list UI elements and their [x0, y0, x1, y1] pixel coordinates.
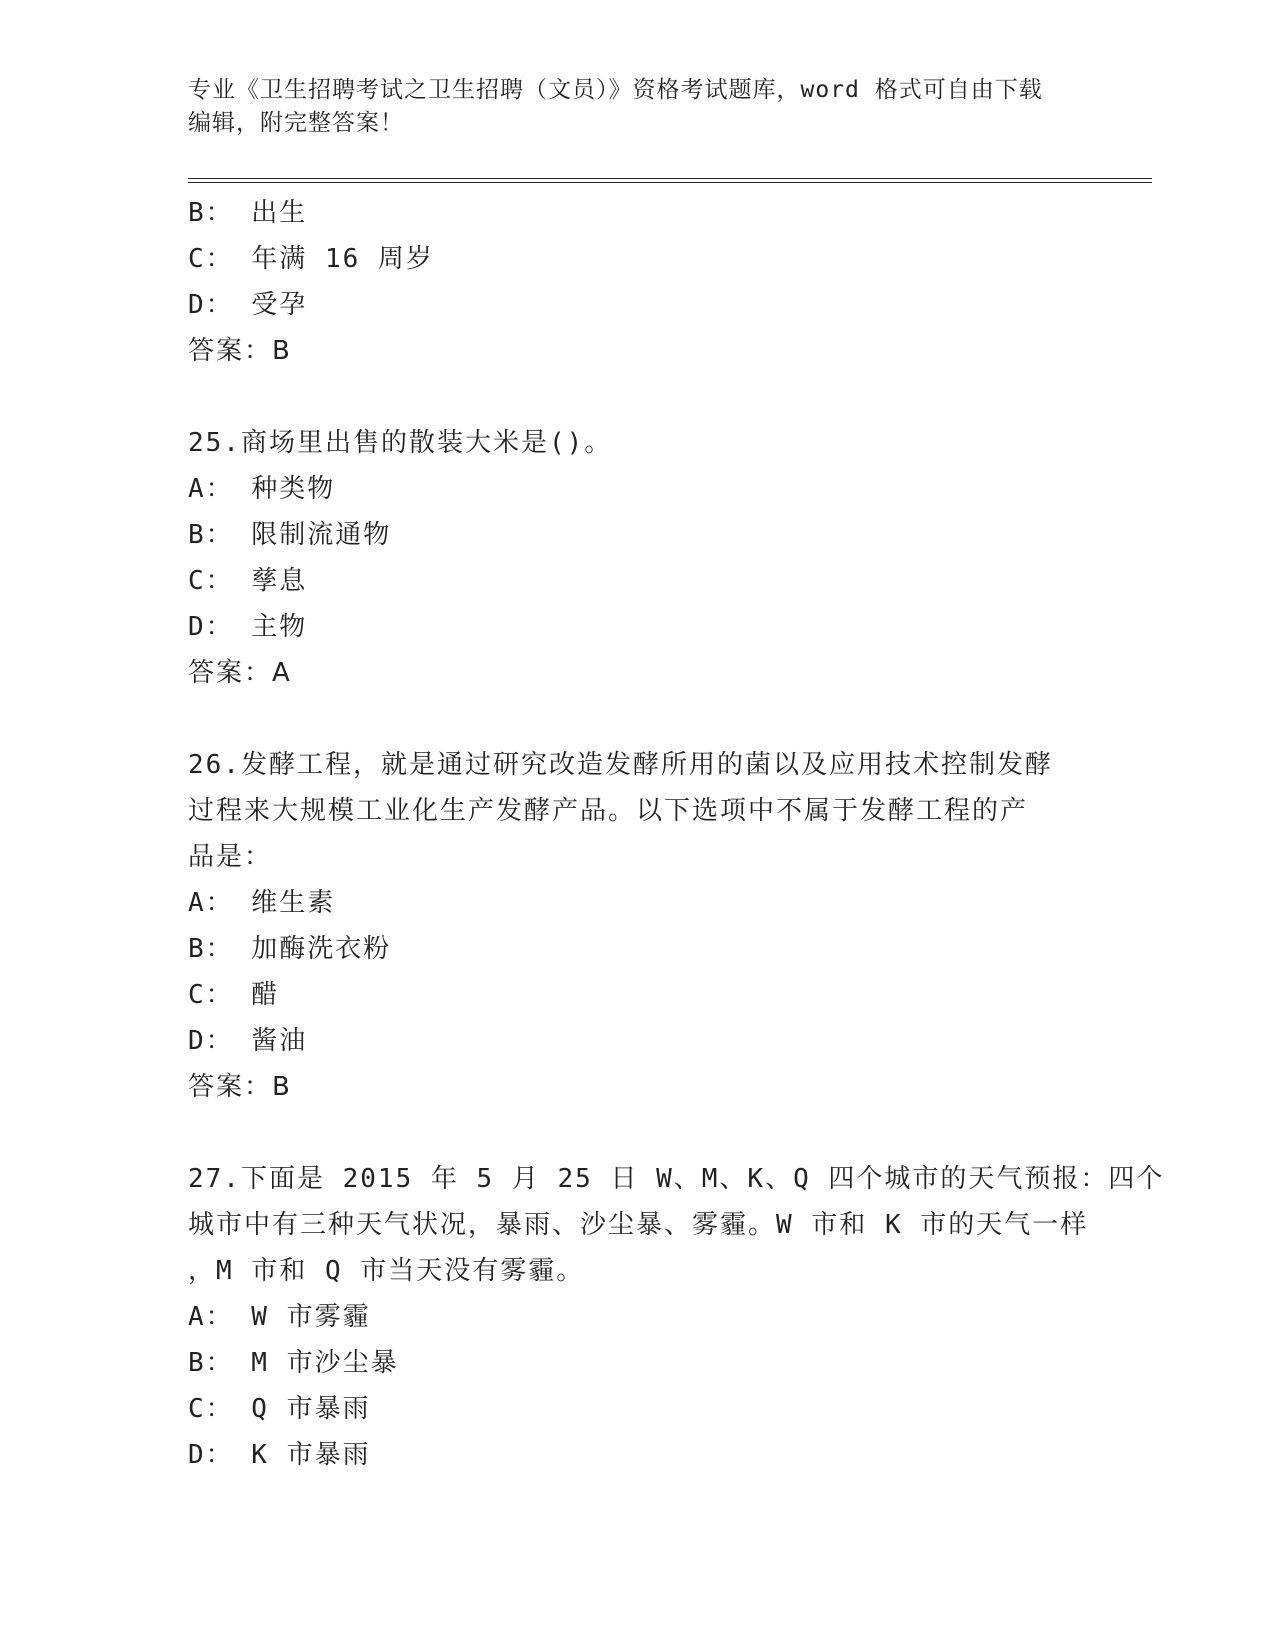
question-stem: 25.商场里出售的散装大米是()。	[188, 428, 613, 458]
question-list	[188, 190, 1165, 1478]
option-c: C： Q 市暴雨	[188, 1394, 371, 1424]
option-d: D： 受孕	[188, 290, 308, 320]
header-line-2: 编辑，附完整答案！	[188, 110, 404, 136]
answer-line: 答案：A	[188, 658, 292, 688]
question-stem-line-3: 品是：	[188, 842, 273, 872]
header-divider-bottom	[188, 182, 1152, 183]
question-25	[188, 420, 1088, 696]
option-b: B： 出生	[188, 198, 308, 228]
answer-line: 答案：B	[188, 1072, 292, 1102]
option-d: D： 主物	[188, 612, 308, 642]
question-stem-line-1: 27.下面是 2015 年 5 月 25 日 W、M、K、Q 四个城市的天气预报：四个	[188, 1164, 1165, 1194]
option-c: C： 年满 16 周岁	[188, 244, 434, 274]
option-b: B： 限制流通物	[188, 520, 392, 550]
document-header	[188, 74, 1068, 140]
option-c: C： 醋	[188, 980, 280, 1010]
option-c: C： 孳息	[188, 566, 308, 596]
option-b: B： 加酶洗衣粉	[188, 934, 392, 964]
question-24	[188, 190, 1088, 374]
spacer	[188, 1110, 1088, 1156]
option-a: A： 种类物	[188, 474, 336, 504]
question-stem-line-2: 城市中有三种天气状况，暴雨、沙尘暴、雾霾。W 市和 K 市的天气一样	[188, 1210, 1089, 1240]
question-27	[188, 1156, 1165, 1478]
option-a: A： W 市雾霾	[188, 1302, 371, 1332]
option-d: D： K 市暴雨	[188, 1440, 371, 1470]
option-d: D： 酱油	[188, 1026, 308, 1056]
question-stem-line-1: 26.发酵工程，就是通过研究改造发酵所用的菌以及应用技术控制发酵	[188, 750, 1053, 780]
answer-line: 答案：B	[188, 336, 292, 366]
question-stem-line-2: 过程来大规模工业化生产发酵产品。以下选项中不属于发酵工程的产	[188, 796, 1029, 826]
option-a: A： 维生素	[188, 888, 336, 918]
option-b: B： M 市沙尘暴	[188, 1348, 399, 1378]
header-line-1: 专业《卫生招聘考试之卫生招聘（文员）》资格考试题库，word 格式可自由下载	[188, 77, 1043, 103]
question-stem-line-3: ，M 市和 Q 市当天没有雾霾。	[188, 1256, 585, 1286]
spacer	[188, 696, 1088, 742]
header-divider-top	[188, 178, 1152, 179]
spacer	[188, 374, 1088, 420]
question-26	[188, 742, 1088, 1110]
